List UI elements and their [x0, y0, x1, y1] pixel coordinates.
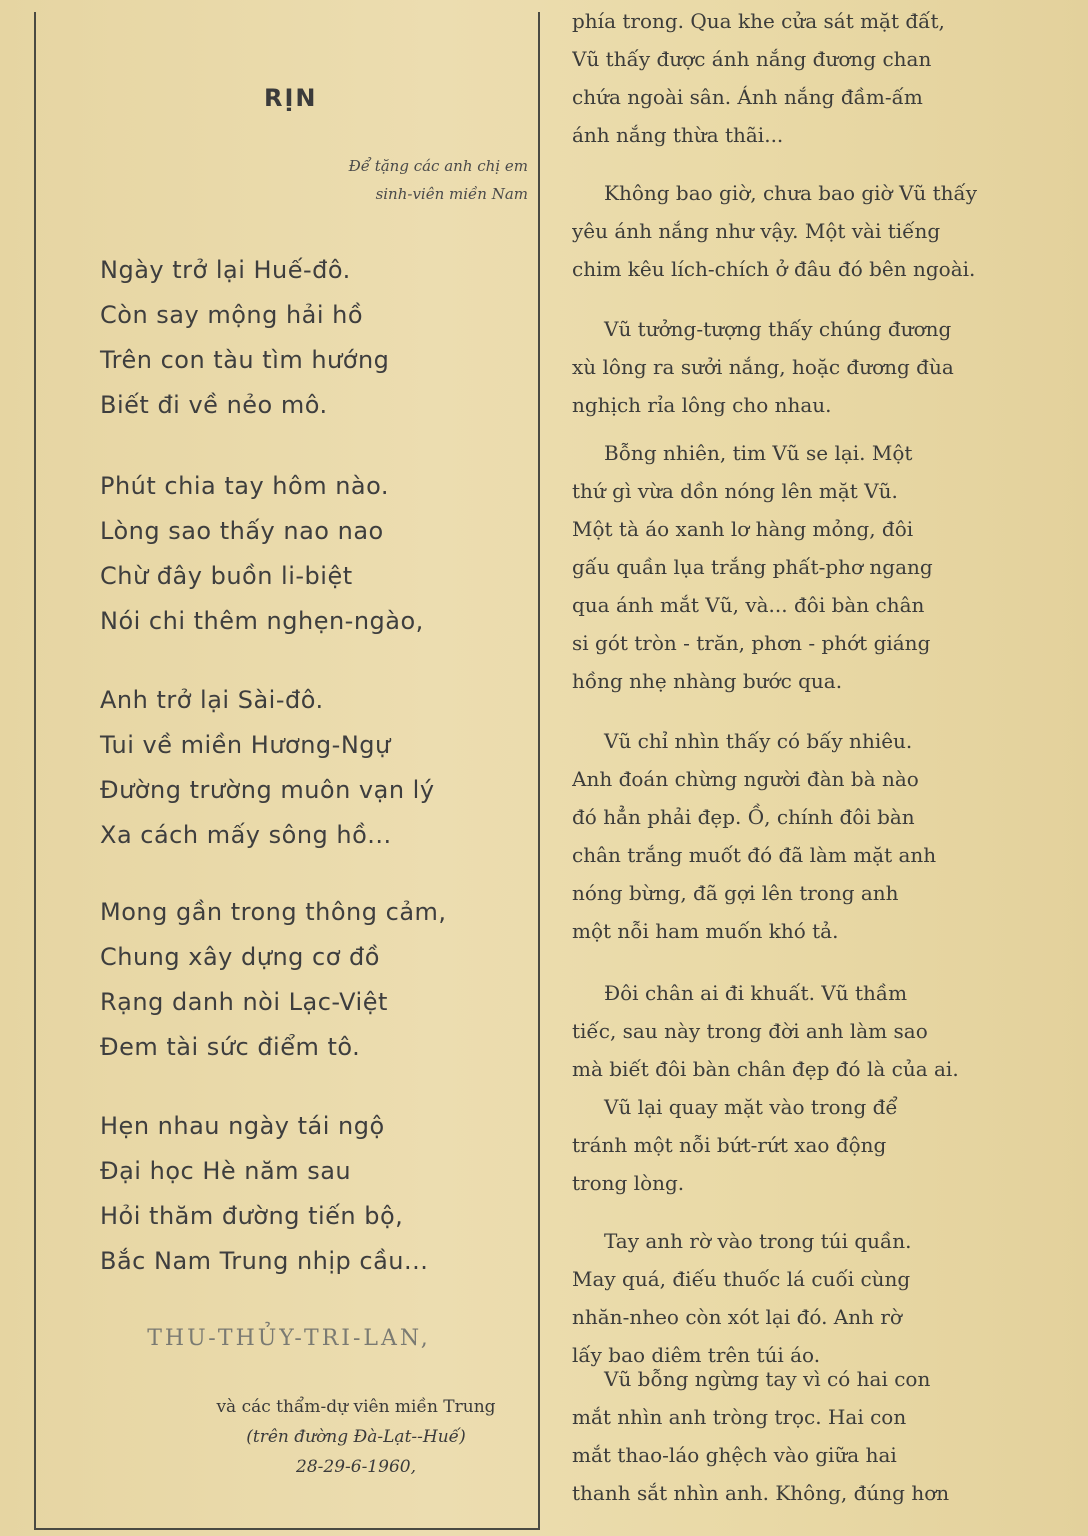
- stanza-4: [100, 890, 530, 1070]
- poem-line: Phút chia tay hôm nào.: [100, 472, 390, 500]
- poem-line: Xa cách mấy sông hồ...: [100, 821, 392, 849]
- prose-line: Vũ lại quay mặt vào trong để: [604, 1095, 898, 1119]
- prose-line: nghịch rỉa lông cho nhau.: [572, 393, 832, 417]
- poem-line: Anh trở lại Sài-đô.: [100, 686, 324, 714]
- poem-line: Mong gần trong thông cảm,: [100, 898, 447, 926]
- dedication-line: sinh-viên miền Nam: [375, 185, 528, 203]
- stanza-3: [100, 678, 530, 858]
- poem-line: Hẹn nhau ngày tái ngộ: [100, 1112, 385, 1140]
- prose-line: Bỗng nhiên, tim Vũ se lại. Một: [604, 441, 913, 465]
- prose-line: Tay anh rờ vào trong túi quần.: [604, 1229, 912, 1253]
- poem-line: Lòng sao thấy nao nao: [100, 517, 384, 545]
- prose-line: nóng bừng, đã gợi lên trong anh: [572, 881, 899, 905]
- prose-line: Một tà áo xanh lơ hàng mỏng, đôi: [572, 517, 914, 541]
- credit-line: 28-29-6-1960,: [296, 1457, 416, 1477]
- prose-line: trong lòng.: [572, 1171, 685, 1195]
- prose-line: thanh sắt nhìn anh. Không, đúng hơn: [572, 1481, 950, 1505]
- poem-line: Rạng danh nòi Lạc-Việt: [100, 988, 388, 1016]
- poem-line: Trên con tàu tìm hướng: [100, 346, 390, 374]
- prose-line: chân trắng muốt đó đã làm mặt anh: [572, 843, 937, 867]
- poem-line: Biết đi về nẻo mô.: [100, 391, 328, 419]
- prose-line: Vũ chỉ nhìn thấy có bấy nhiêu.: [604, 729, 913, 753]
- prose-line: thứ gì vừa dồn nóng lên mặt Vũ.: [572, 479, 898, 503]
- prose-line: tránh một nỗi bứt-rứt xao động: [572, 1133, 887, 1157]
- paragraph: [572, 2, 1080, 154]
- prose-line: qua ánh mắt Vũ, và... đôi bàn chân: [572, 593, 925, 617]
- prose-line: si gót tròn - trăn, phơn - phớt giáng: [572, 631, 931, 655]
- prose-line: phía trong. Qua khe cửa sát mặt đất,: [572, 9, 945, 33]
- poem-line: Bắc Nam Trung nhịp cầu...: [100, 1247, 429, 1275]
- prose-line: mà biết đôi bàn chân đẹp đó là của ai.: [572, 1057, 959, 1081]
- prose-line: Vũ thấy được ánh nắng đương chan: [572, 47, 932, 71]
- prose-line: mắt nhìn anh tròng trọc. Hai con: [572, 1405, 907, 1429]
- prose-line: nhăn-nheo còn xót lại đó. Anh rờ: [572, 1305, 902, 1329]
- paragraph: [572, 1360, 1080, 1512]
- paragraph: [572, 1222, 1080, 1374]
- poem-column: [34, 12, 540, 1530]
- poem-line: Ngày trở lại Huế-đô.: [100, 256, 351, 284]
- prose-line: xù lông ra sưởi nắng, hoặc đương đùa: [572, 355, 954, 379]
- prose-line: mắt thao-láo ghệch vào giữa hai: [572, 1443, 897, 1467]
- prose-line: chứa ngoài sân. Ánh nắng đầm-ấm: [572, 85, 923, 109]
- paragraph: [572, 974, 1080, 1202]
- prose-line: hồng nhẹ nhàng bước qua.: [572, 669, 843, 693]
- poem-line: Đem tài sức điểm tô.: [100, 1033, 361, 1061]
- poem-title: RỊN: [264, 84, 318, 112]
- prose-line: Anh đoán chừng người đàn bà nào: [572, 767, 919, 791]
- prose-line: yêu ánh nắng như vậy. Một vài tiếng: [572, 219, 941, 243]
- prose-line: Đôi chân ai đi khuất. Vũ thầm: [604, 981, 908, 1005]
- dedication-line: Để tặng các anh chị em: [348, 157, 528, 175]
- poem-signature: THU-THỦY-TRI-LAN,: [147, 1326, 431, 1351]
- poem-line: Nói chi thêm nghẹn-ngào,: [100, 607, 424, 635]
- poem-line: Đại học Hè năm sau: [100, 1157, 352, 1185]
- paragraph: [572, 722, 1080, 950]
- poem-dedication: [228, 152, 528, 208]
- paragraph: [572, 434, 1080, 700]
- prose-line: đó hẳn phải đẹp. Ồ, chính đôi bàn: [572, 805, 915, 829]
- paragraph: [572, 174, 1080, 288]
- prose-line: chim kêu lích-chích ở đâu đó bên ngoài.: [572, 257, 976, 281]
- poem-line: Đường trường muôn vạn lý: [100, 776, 435, 804]
- paragraph: [572, 310, 1080, 424]
- prose-line: Vũ tưởng-tượng thấy chúng đương: [604, 317, 952, 341]
- prose-line: Không bao giờ, chưa bao giờ Vũ thấy: [604, 181, 978, 205]
- prose-line: May quá, điếu thuốc lá cuối cùng: [572, 1267, 911, 1291]
- prose-line: ánh nắng thừa thãi...: [572, 123, 784, 147]
- stanza-2: [100, 464, 530, 644]
- poem-line: Còn say mộng hải hồ: [100, 301, 364, 329]
- poem-line: Tui về miền Hương-Ngự: [100, 731, 391, 759]
- poem-line: Chung xây dựng cơ đồ: [100, 943, 380, 971]
- stanza-5: [100, 1104, 530, 1284]
- prose-line: Vũ bỗng ngừng tay vì có hai con: [604, 1367, 931, 1391]
- poem-line: Chừ đây buồn li-biệt: [100, 562, 353, 590]
- prose-line: tiếc, sau này trong đời anh làm sao: [572, 1019, 928, 1043]
- poem-credit: [146, 1392, 566, 1482]
- poem-line: Hỏi thăm đường tiến bộ,: [100, 1202, 404, 1230]
- credit-line: (trên đường Đà-Lạt--Huế): [246, 1427, 466, 1447]
- credit-line: và các thẩm-dự viên miền Trung: [216, 1397, 496, 1417]
- prose-line: một nỗi ham muốn khó tả.: [572, 919, 839, 943]
- prose-line: lấy bao diêm trên túi áo.: [572, 1343, 821, 1367]
- stanza-1: [100, 248, 530, 428]
- prose-line: gấu quần lụa trắng phất-phơ ngang: [572, 555, 933, 579]
